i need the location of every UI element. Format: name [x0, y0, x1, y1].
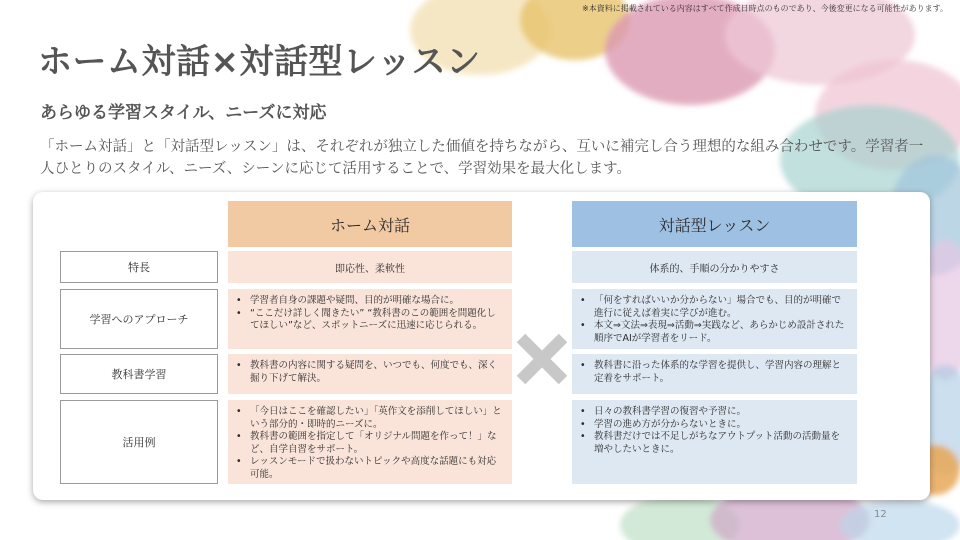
list-item: • 教科書の範囲を指定して「オリジナル問題を作って！」など、自学自習をサポート。 [250, 431, 502, 456]
row-label-text: 教科書学習 [111, 368, 167, 381]
row-label-features [60, 251, 218, 283]
cell-text: 即応性、柔軟性 [335, 263, 405, 275]
row-label-textbook [60, 354, 218, 394]
bullet-list [572, 354, 857, 389]
bullet-list [572, 400, 857, 460]
row-label-approach [60, 289, 218, 349]
list-item: • 本文⇒文法⇒表現⇒活動⇒実践など、あらかじめ設計された順序でAIが学習者をリード。 [594, 320, 847, 345]
list-item: • レッスンモードで扱わないトピックや高度な話題にも対応可能。 [250, 456, 502, 481]
column-header-lesson [572, 201, 857, 247]
home-textbook-cell [228, 354, 512, 394]
home-use-cases-cell [228, 400, 512, 484]
lesson-features-cell [572, 251, 857, 283]
multiply-icon [513, 330, 571, 388]
home-features-cell [228, 251, 512, 283]
disclaimer-note: ※本資料に掲載されている内容はすべて作成日時点のものであり、今後変更になる可能性があります。 [582, 4, 948, 13]
bullet-list [228, 400, 512, 485]
lesson-textbook-cell [572, 354, 857, 394]
list-item: • 学習者自身の課題や疑問、目的が明確な場合に。 [250, 295, 502, 308]
lesson-use-cases-cell [572, 400, 857, 484]
bullet-list [572, 289, 857, 349]
list-item: • 教科書の内容に関する疑問を、いつでも、何度でも、深く掘り下げて解決。 [250, 360, 502, 385]
page-title: ホーム対話×対話型レッスン [38, 42, 481, 82]
list-item: • 学習の進め方が分からないときに。 [594, 419, 847, 432]
bullet-list [228, 354, 512, 389]
page-number: 12 [874, 509, 887, 520]
column-header-home [228, 201, 512, 247]
column-header-lesson-label: 対話型レッスン [658, 215, 771, 235]
list-item: • 日々の教科書学習の復習や予習に。 [594, 406, 847, 419]
list-item: • 教科書だけでは不足しがちなアウトプット活動の活動量を増やしたいときに。 [594, 431, 847, 456]
lead-paragraph: 「ホーム対話」と「対話型レッスン」は、それぞれが独立した価値を持ちながら、互いに補完し合う理想的な組み合わせです。学習者一人ひとりのスタイル、ニーズ、シーンに応じて活用することで、学習効果を最大化します。 [40, 139, 924, 177]
list-item: • 教科書に沿った体系的な学習を提供し、学習内容の理解と定着をサポート。 [594, 360, 847, 385]
page-subtitle: あらゆる学習スタイル、ニーズに対応 [40, 103, 327, 123]
list-item: • 「何をすればいいか分からない」場合でも、目的が明確で進行に従えば着実に学びが進む。 [594, 295, 847, 320]
row-label-text: 活用例 [122, 436, 156, 449]
home-approach-cell [228, 289, 512, 349]
cell-text: 体系的、手順の分かりやすさ [649, 263, 780, 275]
list-item: • 「今日はここを確認したい」「英作文を添削してほしい」という部分的・即時的ニーズに。 [250, 406, 502, 431]
row-label-use-cases [60, 400, 218, 484]
bullet-list [228, 289, 512, 337]
list-item: • “ここだけ詳しく聞きたい” “教科書のこの範囲を問題化してほしい”など、スポットニーズに迅速に応じられる。 [250, 308, 502, 333]
row-label-text: 特長 [128, 261, 150, 274]
column-header-home-label: ホーム対話 [329, 215, 410, 235]
lesson-approach-cell [572, 289, 857, 349]
row-label-text: 学習へのアプローチ [89, 313, 189, 326]
